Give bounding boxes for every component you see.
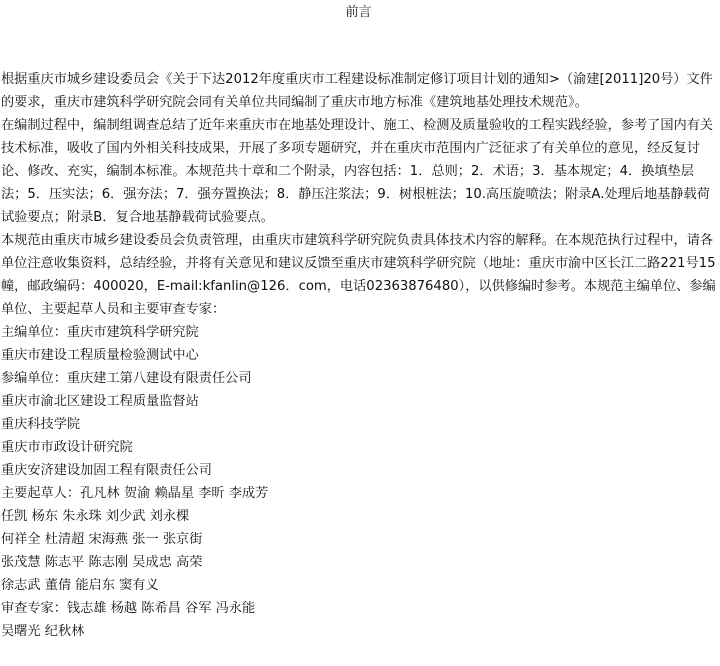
main-drafters-3: 何祥全 杜清超 宋海燕 张一 张京街 [1,532,203,547]
participating-unit-3: 重庆科技学院 [1,417,81,432]
participating-unit: 参编单位：重庆建工第八建设有限责任公司 [1,371,252,386]
title-spacer [1,24,716,68]
document-title: 前言 [345,5,372,20]
review-experts: 审查专家：钱志雄 杨越 陈希昌 谷军 冯永能 [1,601,256,616]
chief-editor-unit: 主编单位：重庆市建筑科学研究院 [1,325,199,340]
main-drafters-2: 任凯 杨东 朱永珠 刘少武 刘永棵 [1,509,190,524]
main-drafters-4: 张茂慧 陈志平 陈志刚 吴成忠 高荣 [1,555,203,570]
paragraph-basis: 根据重庆市城乡建设委员会《关于下达2012年度重庆市工程建设标准制定修订项目计划的通知>（渝建[2011]20号）文件的要求，重庆市建筑科学研究院会同有关单位共同编制了重庆市地方标准《建筑地基处理技术规范》。 [1,72,713,110]
paragraph-management: 本规范由重庆市城乡建设委员会负责管理，由重庆市建筑科学研究院负责具体技术内容的解释。在本规范执行过程中，请各单位注意收集资料，总结经验，并将有关意见和建议反馈至重庆市建筑科学研究院（地址：重庆市渝中区长江二路221号15幢，邮政编码：400020，E-mail:kfanlin@126．com，电话02363876480），以供修编时参考。本规范主编单位、参编单位、主要起草人员和主要审查专家： [1,233,716,317]
main-drafters: 主要起草人：孔凡林 贺渝 赖晶星 李昕 李成芳 [1,486,269,501]
participating-unit-2: 重庆市渝北区建设工程质量监督站 [1,394,199,409]
main-drafters-5: 徐志武 董倩 能启东 窦有义 [1,578,159,593]
paragraph-compilation: 在编制过程中，编制组调查总结了近年来重庆市在地基处理设计、施工、检测及质量验收的工程实践经验，参考了国内有关技术标准，吸收了国内外相关科技成果，开展了多项专题研究，并在重庆市范围内广泛征求了有关单位的意见，经反复讨论、修改、充实，编制本标准。本规范共十章和二个附录，内容包括：1．总则；2．术语；3．基本规定；4．换填垫层法；5．压实法；6．强夯法；7．强夯置换法；8．静压注浆法；9．树根桩法；10.高压旋喷法；附录A.处理后地基静载荷试验要点；附录B．复合地基静载荷试验要点。 [1,118,714,225]
participating-unit-4: 重庆市市政设计研究院 [1,440,133,455]
participating-unit-5: 重庆安济建设加固工程有限责任公司 [1,463,212,478]
review-experts-2: 吴曙光 纪秋林 [1,624,85,639]
chief-editor-unit-2: 重庆市建设工程质量检验测试中心 [1,348,199,363]
